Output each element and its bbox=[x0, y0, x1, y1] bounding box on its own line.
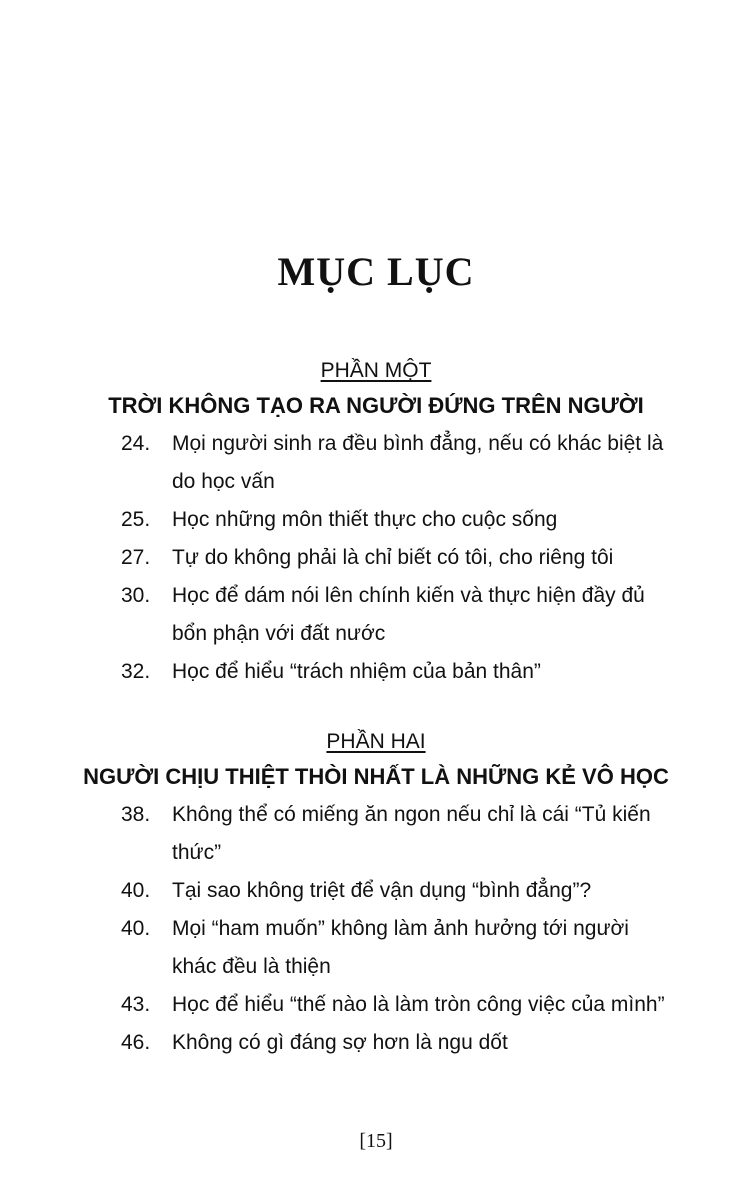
toc-entry-title: Mọi người sinh ra đều bình đẳng, nếu có khác biệt là do học vấn bbox=[172, 432, 664, 493]
toc-entry-page: 27. bbox=[121, 546, 151, 569]
part-one-label: PHẦN MỘT bbox=[320, 359, 432, 382]
toc-entry bbox=[0, 425, 752, 501]
part-two-label: PHẦN HAI bbox=[326, 730, 426, 753]
toc-entry-page: 25. bbox=[121, 508, 151, 531]
toc-entry bbox=[0, 796, 752, 872]
toc-entry-page: 43. bbox=[121, 993, 151, 1016]
toc-entry-page: 40. bbox=[121, 879, 151, 902]
toc-entry bbox=[0, 872, 752, 910]
page-title: MỤC LỤC bbox=[277, 249, 475, 294]
toc-entry-page: 40. bbox=[121, 917, 151, 940]
toc-entry-title: Tại sao không triệt để vận dụng “bình đẳng”? bbox=[172, 879, 592, 902]
toc-entry-title: Học những môn thiết thực cho cuộc sống bbox=[172, 508, 558, 531]
page-number: [15] bbox=[359, 1130, 393, 1152]
toc-entry-page: 32. bbox=[121, 660, 151, 683]
toc-entry-title: Học để dám nói lên chính kiến và thực hiện đầy đủ bổn phận với đất nước bbox=[172, 584, 645, 645]
part-one-toc-list bbox=[0, 425, 752, 691]
toc-entry bbox=[0, 986, 752, 1024]
toc-entry bbox=[0, 577, 752, 653]
toc-entry bbox=[0, 539, 752, 577]
part-one-heading: TRỜI KHÔNG TẠO RA NGƯỜI ĐỨNG TRÊN NGƯỜI bbox=[108, 393, 644, 418]
toc-entry bbox=[0, 910, 752, 986]
toc-entry-page: 30. bbox=[121, 584, 151, 607]
toc-entry-page: 46. bbox=[121, 1031, 151, 1054]
toc-entry bbox=[0, 501, 752, 539]
part-two-section bbox=[0, 726, 752, 1062]
toc-entry bbox=[0, 653, 752, 691]
toc-entry-title: Học để hiểu “trách nhiệm của bản thân” bbox=[172, 660, 541, 683]
toc-entry-page: 24. bbox=[121, 432, 151, 455]
toc-entry-title: Học để hiểu “thế nào là làm tròn công việc của mình” bbox=[172, 993, 665, 1016]
part-two-toc-list bbox=[0, 796, 752, 1062]
toc-entry-title: Không có gì đáng sợ hơn là ngu dốt bbox=[172, 1031, 508, 1054]
toc-entry bbox=[0, 1024, 752, 1062]
part-two-heading: NGƯỜI CHỊU THIỆT THÒI NHẤT LÀ NHỮNG KẺ VÔ HỌC bbox=[83, 764, 669, 789]
toc-entry-page: 38. bbox=[121, 803, 151, 826]
toc-entry-title: Không thể có miếng ăn ngon nếu chỉ là cái “Tủ kiến thức” bbox=[172, 803, 651, 864]
toc-entry-title: Tự do không phải là chỉ biết có tôi, cho riêng tôi bbox=[172, 546, 614, 569]
toc-entry-title: Mọi “ham muốn” không làm ảnh hưởng tới người khác đều là thiện bbox=[172, 917, 629, 978]
part-one-section bbox=[0, 355, 752, 691]
